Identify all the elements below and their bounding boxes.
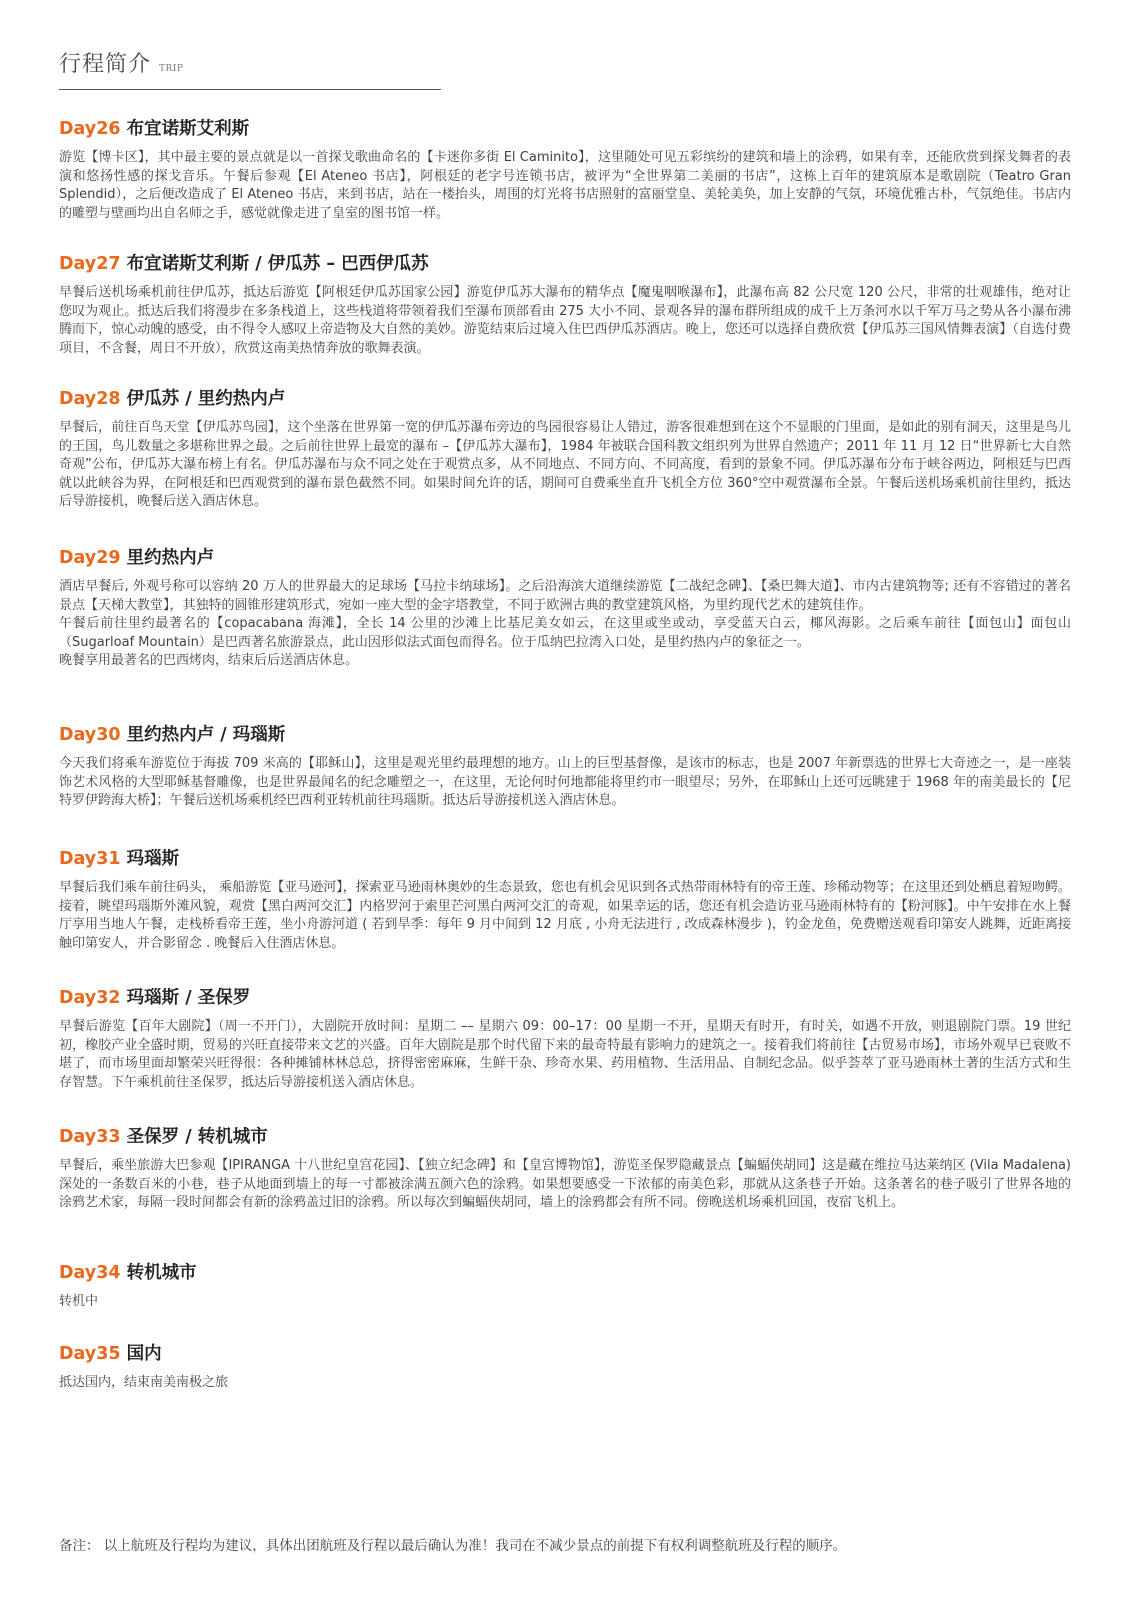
day-number: Day29 <box>59 548 121 568</box>
day-paragraph: 转机中 <box>59 1294 99 1309</box>
day-heading <box>59 723 1071 747</box>
day-paragraph: 今天我们将乘车游览位于海拔 709 米高的【耶稣山】，这里是观光里约最理想的地方。山上的巨型基督像，是该市的标志，也是 2007 年新票选的世界七大奇迹之一，是一座装饰艺术风格的大型耶稣基督雕像，也是世界最闻名的纪念雕塑之一，在这里，无论何时何地都能将里约市一眼望尽；另外，在耶稣山上还可远眺建于 1968 年的南美最长的【尼特罗伊跨海大桥】；午餐后送机场乘机经巴西利亚转机前往玛瑙斯。抵达后导游接机送入酒店休息。 <box>59 756 1071 809</box>
day-title: 里约热内卢 <box>126 548 215 568</box>
day-heading <box>59 986 1071 1010</box>
day-description <box>59 879 1071 953</box>
day-section <box>59 847 1071 953</box>
day-description <box>59 1018 1071 1092</box>
day-description <box>59 1157 1071 1213</box>
day-paragraph: 游览【博卡区】，其中最主要的景点就是以一首探戈歌曲命名的【卡迷你多街 El Caminito】，这里随处可见五彩缤纷的建筑和墙上的涂鸦，如果有幸，还能欣赏到探戈舞者的表演和悠扬性感的探戈音乐。午餐后参观【El Ateneo 书店】，阿根廷的老字号连锁书店，被评为“全世界第二美丽的书店”，这栋上百年的建筑原本是歌剧院（Teatro Gran Splendid），之后便改造成了 El Ateneo 书店，来到书店，站在一楼抬头，周围的灯光将书店照射的富丽堂皇、美轮美奂，加上安静的气氛，环境优雅古朴，气氛绝佳。书店内的雕塑与壁画均出自名师之手，感觉就像走进了皇室的图书馆一样。 <box>59 150 1071 221</box>
day-title: 布宜诺斯艾利斯 / 伊瓜苏 – 巴西伊瓜苏 <box>126 254 429 274</box>
day-heading <box>59 546 1071 570</box>
day-title: 玛瑙斯 <box>126 849 180 869</box>
day-section <box>59 1125 1071 1213</box>
day-section <box>59 1261 1071 1312</box>
day-description <box>59 284 1071 358</box>
day-title: 伊瓜苏 / 里约热内卢 <box>126 389 286 409</box>
page-header <box>59 47 183 78</box>
day-title: 转机城市 <box>126 1263 197 1283</box>
day-description <box>59 1374 1071 1393</box>
day-paragraph: 抵达国内，结束南美南极之旅 <box>59 1375 229 1390</box>
day-section <box>59 117 1071 223</box>
day-paragraph: 早餐后游览【百年大剧院】（周一不开门），大剧院开放时间：星期二 –– 星期六 09：00–17：00 星期一不开，星期天有时开，有时关，如遇不开放，则退剧院门票。19 世纪初，橡胶产业全盛时期，贸易的兴旺直接带来文艺的兴盛。百年大剧院是那个时代留下来的最奇特最有影响力的建筑之一。接着我们将前往【古贸易市场】，市场外观早已衰败不堪了，而市场里面却繁荣兴旺得很：各种摊铺林林总总，挤得密密麻麻，生鲜干杂、珍奇水果、药用植物、生活用品、自制纪念品。似乎荟萃了亚马逊雨林土著的生活方式和生存智慧。下午乘机前往圣保罗，抵达后导游接机送入酒店休息。 <box>59 1019 1071 1090</box>
day-section <box>59 1342 1071 1393</box>
day-section <box>59 723 1071 811</box>
day-number: Day32 <box>59 988 121 1008</box>
day-title: 布宜诺斯艾利斯 <box>126 119 250 139</box>
day-number: Day31 <box>59 849 121 869</box>
day-number: Day30 <box>59 725 121 745</box>
header-divider <box>59 89 441 90</box>
day-section <box>59 546 1071 671</box>
day-section <box>59 252 1071 358</box>
day-heading <box>59 1342 1071 1366</box>
day-paragraph: 晚餐享用最著名的巴西烤肉，结束后后送酒店休息。 <box>59 653 359 669</box>
day-description <box>59 755 1071 811</box>
footer-note: 备注： 以上航班及行程均为建议，具体出团航班及行程以最后确认为准！我司在不减少景点的前提下有权利调整航班及行程的顺序。 <box>59 1538 847 1554</box>
day-section <box>59 387 1071 512</box>
day-number: Day28 <box>59 389 121 409</box>
day-heading <box>59 1125 1071 1149</box>
day-number: Day34 <box>59 1263 121 1283</box>
page-subtitle: TRIP <box>159 64 184 74</box>
day-number: Day26 <box>59 119 121 139</box>
day-paragraph: 午餐后前往里约最著名的【copacabana 海滩】，全长 14 公里的沙滩上比基尼美女如云，在这里或坐或动，享受蓝天白云，椰风海影。之后乘车前往【面包山】面包山（Sugarloaf Mountain）是巴西著名旅游景点，此山因形似法式面包而得名。位于瓜纳巴拉湾入口处，是里约热内卢的象征之一。 <box>59 616 1071 650</box>
day-number: Day35 <box>59 1344 121 1364</box>
day-paragraph: 酒店早餐后, 外观号称可以容纳 20 万人的世界最大的足球场【马拉卡纳球场】。之后沿海滨大道继续游览【二战纪念碑】、【桑巴舞大道】、市内古建筑物等; 还有不容错过的著名景点【天梯大教堂】，其独特的圆锥形建筑形式，宛如一座大型的金字塔教堂，不同于欧洲古典的教堂建筑风格，为里约现代艺术的建筑佳作。 <box>59 579 1071 613</box>
day-number: Day33 <box>59 1127 121 1147</box>
day-heading <box>59 252 1071 276</box>
day-paragraph: 早餐后我们乘车前往码头， 乘船游览【亚马逊河】，探索亚马逊雨林奥妙的生态景致，您也有机会见识到各式热带雨林特有的帝王莲、珍稀动物等；在这里还到处栖息着短吻鳄。接着，眺望玛瑙斯外滩风貌，观赏【黑白两河交汇】内格罗河于索里芒河黑白两河交汇的奇观，如果幸运的话，您还有机会造访亚马逊雨林特有的【粉河豚】。中午安排在水上餐厅享用当地人午餐，走栈桥看帝王莲，坐小舟游河道 ( 若到旱季：每年 9 月中间到 12 月底 , 小舟无法进行 , 改成森林漫步 )，钓金龙鱼，免费赠送观看印第安人跳舞，近距离接触印第安人，并合影留念 . 晚餐后入住酒店休息。 <box>59 880 1071 951</box>
page-title: 行程简介 <box>59 52 152 77</box>
day-title: 玛瑙斯 / 圣保罗 <box>126 988 251 1008</box>
day-title: 里约热内卢 / 玛瑙斯 <box>126 725 286 745</box>
day-heading <box>59 1261 1071 1285</box>
day-number: Day27 <box>59 254 121 274</box>
day-title: 国内 <box>126 1344 162 1364</box>
day-description <box>59 578 1071 671</box>
day-paragraph: 早餐后，乘坐旅游大巴参观【IPIRANGA 十八世纪皇宫花园】、【独立纪念碑】和【皇宫博物馆】，游览圣保罗隐藏景点【蝙蝠侠胡同】这是藏在维拉马达莱纳区 (Vila Madalena) 深处的一条数百米的小巷，巷子从地面到墙上的每一寸都被涂满五颜六色的涂鸦。如果想要感受一下浓郁的南美色彩，那就从这条巷子开始。这条著名的巷子吸引了世界各地的涂鸦艺术家，每隔一段时间都会有新的涂鸦盖过旧的涂鸦。所以每次到蝙蝠侠胡同，墙上的涂鸦都会有所不同。傍晚送机场乘机回国，夜宿飞机上。 <box>59 1158 1071 1211</box>
day-heading <box>59 387 1071 411</box>
day-paragraph: 早餐后，前往百鸟天堂【伊瓜苏鸟园】，这个坐落在世界第一宽的伊瓜苏瀑布旁边的鸟园很容易让人错过，游客很难想到在这个不显眼的门里面，是如此的别有洞天，这里是鸟儿的王国，鸟儿数量之多堪称世界之最。之后前往世界上最宽的瀑布 –【伊瓜苏大瀑布】，1984 年被联合国科教文组织列为世界自然遗产；2011 年 11 月 12 日“世界新七大自然奇观”公布，伊瓜苏大瀑布榜上有名。伊瓜苏瀑布与众不同之处在于观赏点多，从不同地点、不同方向、不同高度，看到的景象不同。伊瓜苏瀑布分布于峡谷两边，阿根廷与巴西就以此峡谷为界，在阿根廷和巴西观赏到的瀑布景色截然不同。如果时间允许的话，期间可自费乘坐直升飞机全方位 360°空中观赏瀑布全景。午餐后送机场乘机前往里约，抵达后导游接机，晚餐后送入酒店休息。 <box>59 420 1071 510</box>
day-section <box>59 986 1071 1092</box>
day-description <box>59 149 1071 223</box>
day-description <box>59 419 1071 512</box>
day-heading <box>59 847 1071 871</box>
day-title: 圣保罗 / 转机城市 <box>126 1127 268 1147</box>
day-description <box>59 1293 1071 1312</box>
day-heading <box>59 117 1071 141</box>
day-paragraph: 早餐后送机场乘机前往伊瓜苏，抵达后游览【阿根廷伊瓜苏国家公园】游览伊瓜苏大瀑布的精华点【魔鬼咽喉瀑布】，此瀑布高 82 公尺宽 120 公尺，非常的壮观雄伟，绝对让您叹为观止。抵达后我们将漫步在多条栈道上，这些栈道将带领着我们至瀑布顶部看由 275 大小不同、景观各异的瀑布群所组成的成千上万条河水以千军万马之势从各小瀑布沸腾而下，惊心动魄的感受，由不得令人感叹上帝造物及大自然的美妙。游览结束后过境入住巴西伊瓜苏酒店。晚上，您还可以选择自费欣赏【伊瓜苏三国风情舞表演】（自选付费项目，不含餐，周日不开放），欣赏这南美热情奔放的歌舞表演。 <box>59 285 1071 356</box>
